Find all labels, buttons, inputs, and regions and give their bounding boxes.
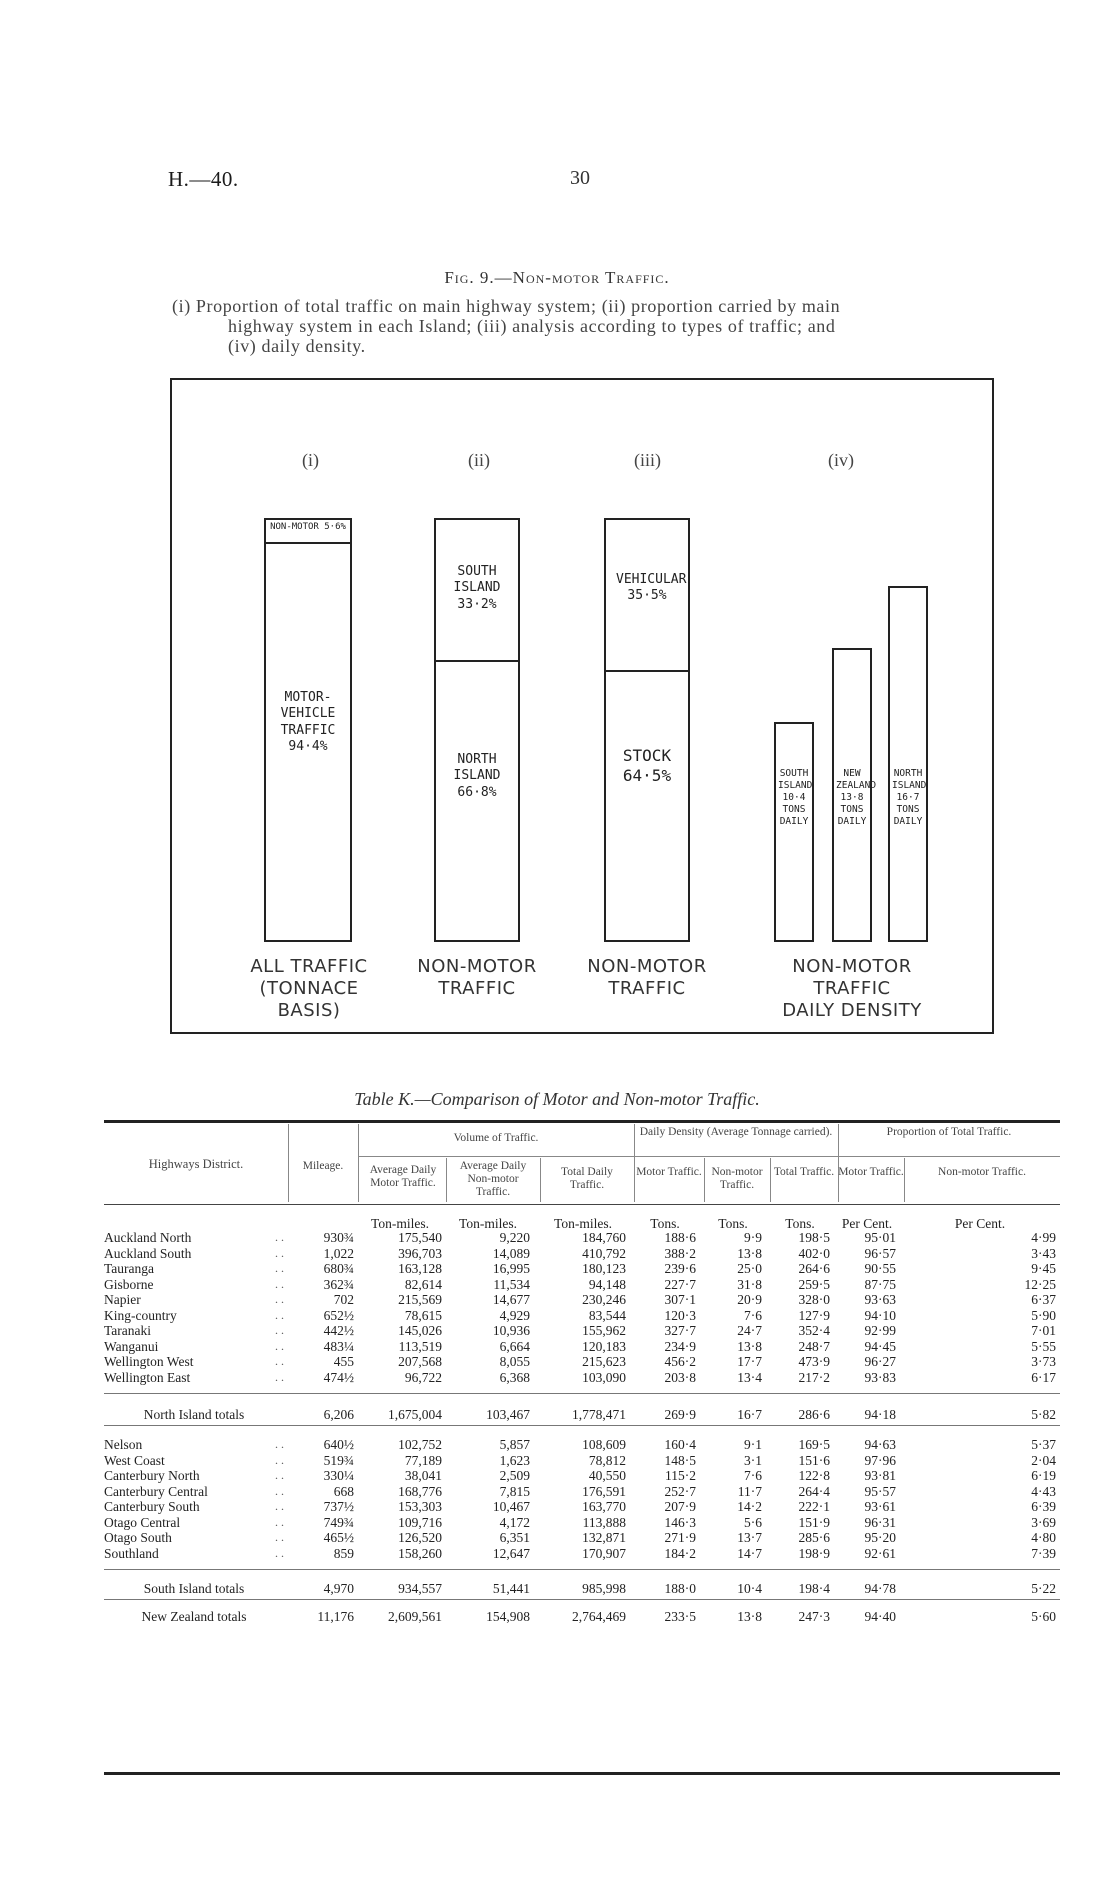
table-cell: 168,776 — [398, 1483, 442, 1499]
table-cell: 5·90 — [1031, 1307, 1056, 1323]
table-cell: 93·83 — [864, 1369, 896, 1385]
table-cell: 17·7 — [737, 1354, 762, 1369]
table-cell: 94·45 — [864, 1338, 896, 1354]
table-cell: 207,568 — [398, 1354, 442, 1369]
total-row-cell: 269·9 — [664, 1407, 696, 1422]
total-row-cell: 16·7 — [737, 1407, 762, 1422]
table-cell: 737½ — [323, 1499, 354, 1514]
table-cell: 90·55 — [864, 1261, 896, 1276]
table-cell: 109,716 — [398, 1514, 442, 1530]
table-cell: 6·17 — [1031, 1369, 1056, 1385]
total-row-cell: 103,467 — [486, 1407, 530, 1422]
table-cell: 859 — [333, 1545, 354, 1561]
leader-dots: . . — [275, 1452, 284, 1467]
table-cell: 9·9 — [744, 1230, 762, 1245]
table-cell: 227·7 — [664, 1276, 696, 1292]
table-cell: 234·9 — [664, 1338, 696, 1354]
caption-line-1: (i) Proportion of total traffic on main highway system; (ii) proportion carried by main — [172, 296, 841, 316]
col-header-avg-nonmotor: Average Daily Non-motor Traffic. — [459, 1160, 527, 1198]
total-row-cell: 5·82 — [1031, 1407, 1056, 1422]
leader-dots: . . — [275, 1261, 284, 1275]
table-cell: 5·37 — [1031, 1437, 1056, 1452]
table-cell: 24·7 — [737, 1323, 762, 1338]
table-cell: 20·9 — [737, 1292, 762, 1307]
table-cell: 78,615 — [404, 1307, 442, 1323]
table-cell: 198·9 — [798, 1545, 830, 1561]
table-cell: 5·55 — [1031, 1338, 1056, 1354]
table-cell: 188·6 — [664, 1230, 696, 1245]
table-cell: 158,260 — [398, 1545, 442, 1561]
table-cell: 217·2 — [798, 1369, 830, 1385]
table-cell: 6,351 — [499, 1530, 530, 1545]
table-cell: 4·80 — [1031, 1530, 1056, 1545]
leader-dots: . . — [275, 1545, 284, 1560]
table-cell: 102,752 — [398, 1437, 442, 1452]
table-cell: 96,722 — [404, 1369, 442, 1385]
figure-title: Fig. 9.—Non-motor Traffic. — [444, 268, 670, 287]
total-row-cell: 1,778,471 — [572, 1407, 626, 1422]
table-cell: 12,647 — [492, 1545, 530, 1561]
col-group-volume: Volume of Traffic. — [453, 1132, 539, 1144]
table-cell: 151·6 — [798, 1452, 830, 1468]
panel-label-ii: (ii) — [468, 450, 490, 470]
total-row-label: South Island totals — [143, 1581, 245, 1596]
table-cell: 95·01 — [864, 1230, 896, 1245]
table-cell: 83,544 — [588, 1307, 626, 1323]
total-row-cell: 188·0 — [664, 1581, 696, 1596]
bar-all-traffic — [264, 518, 352, 942]
table-cell: 94·10 — [864, 1307, 896, 1323]
leader-dots: . . — [275, 1530, 284, 1544]
table-cell: 8,055 — [499, 1354, 530, 1369]
unit-label: Tons. — [718, 1216, 748, 1231]
table-cell: 442½ — [323, 1323, 354, 1338]
table-cell: 396,703 — [398, 1245, 442, 1261]
table-cell: 92·61 — [864, 1545, 896, 1561]
col-header-total: Total Traffic. — [773, 1166, 835, 1178]
table-cell: 668 — [333, 1483, 354, 1499]
table-cell: 82,614 — [404, 1276, 442, 1292]
total-row-label: North Island totals — [143, 1407, 245, 1422]
total-row-cell: 286·6 — [798, 1407, 830, 1422]
caption-line-2: highway system in each Island; (iii) analysis according to types of traffic; and — [228, 316, 836, 336]
table-cell: 328·0 — [798, 1292, 830, 1307]
district-name: Taranaki — [104, 1323, 152, 1338]
table-cell: 77,189 — [404, 1452, 442, 1468]
table-cell: 248·7 — [798, 1338, 830, 1354]
table-cell: 456·2 — [664, 1354, 696, 1369]
district-name: Gisborne — [104, 1276, 154, 1292]
table-cell: 680¾ — [323, 1261, 354, 1276]
table-cell: 160·4 — [664, 1437, 696, 1452]
table-cell: 264·4 — [798, 1483, 830, 1499]
table-cell: 93·81 — [864, 1468, 896, 1483]
table-cell: 271·9 — [664, 1530, 696, 1545]
table-cell: 94,148 — [588, 1276, 626, 1292]
table-cell: 6·19 — [1031, 1468, 1056, 1483]
table-cell: 115·2 — [665, 1468, 696, 1483]
table-cell: 465½ — [323, 1530, 354, 1545]
table-cell: 285·6 — [798, 1530, 830, 1545]
table-cell: 170,907 — [582, 1545, 626, 1561]
table-cell: 327·7 — [664, 1323, 696, 1338]
leader-dots: . . — [275, 1499, 284, 1513]
table-cell: 259·5 — [798, 1276, 830, 1292]
table-cell: 652½ — [323, 1307, 354, 1323]
leader-dots: . . — [275, 1468, 284, 1482]
table-cell: 7·6 — [744, 1307, 762, 1323]
bar-non-motor-islands — [434, 518, 520, 942]
table-cell: 153,303 — [398, 1499, 442, 1514]
bar-density-south-island — [774, 722, 814, 942]
density-label-north-island: NORTH ISLAND 16·7 TONS DAILY — [892, 768, 927, 827]
density-label-new-zealand: NEW ZEALAND 13·8 TONS DAILY — [836, 768, 877, 827]
table-cell: 7·6 — [744, 1468, 762, 1483]
table-cell: 25·0 — [737, 1261, 762, 1276]
table-cell: 930¾ — [323, 1230, 354, 1245]
unit-label: Tons. — [785, 1216, 815, 1231]
total-row-cell: 94·40 — [864, 1609, 896, 1624]
table-cell: 7,815 — [499, 1483, 530, 1499]
leader-dots: . . — [275, 1338, 284, 1353]
district-name: Napier — [104, 1292, 141, 1307]
table-cell: 9,220 — [499, 1230, 530, 1245]
unit-label: Per Cent. — [841, 1216, 893, 1231]
unit-label: Ton-miles. — [554, 1216, 612, 1231]
segment-label-motor-vehicle: MOTOR- VEHICLE TRAFFIC 94·4% — [280, 690, 336, 754]
table-cell: 519¾ — [323, 1452, 354, 1468]
table-cell: 103,090 — [582, 1369, 626, 1385]
table-cell: 78,812 — [588, 1452, 626, 1468]
table-cell: 239·6 — [664, 1261, 696, 1276]
table-cell: 13·7 — [737, 1530, 762, 1545]
total-row-cell: 198·4 — [798, 1581, 830, 1596]
bar-non-motor-types — [604, 518, 690, 942]
table-cell: 3·73 — [1031, 1354, 1056, 1369]
total-row-cell: 233·5 — [664, 1609, 696, 1624]
table-cell: 5·6 — [744, 1514, 762, 1530]
table-cell: 402·0 — [798, 1245, 830, 1261]
table-cell: 252·7 — [664, 1483, 696, 1499]
district-name: Otago South — [104, 1530, 172, 1545]
table-cell: 198·5 — [798, 1230, 830, 1245]
table-cell: 113,888 — [582, 1514, 626, 1530]
table-cell: 14·7 — [737, 1545, 762, 1561]
table-cell: 95·20 — [864, 1530, 896, 1545]
unit-label: Tons. — [650, 1216, 680, 1231]
col-group-proportion: Proportion of Total Traffic. — [886, 1126, 1012, 1138]
total-row-cell: 13·8 — [737, 1609, 762, 1624]
leader-dots: . . — [275, 1276, 284, 1291]
table-cell: 6·37 — [1031, 1292, 1056, 1307]
total-row-label: New Zealand totals — [141, 1609, 247, 1624]
table-cell: 4,172 — [499, 1514, 530, 1530]
table-cell: 352·4 — [798, 1323, 830, 1338]
district-name: Tauranga — [104, 1261, 155, 1276]
table-cell: 6·39 — [1031, 1499, 1056, 1514]
table-cell: 11,534 — [493, 1276, 530, 1292]
table-cell: 11·7 — [737, 1483, 762, 1499]
figure-frame — [170, 378, 994, 1034]
total-row-cell: 154,908 — [486, 1609, 530, 1624]
table-cell: 10,936 — [492, 1323, 530, 1338]
table-cell: 3·1 — [744, 1452, 762, 1468]
table-cell: 13·8 — [737, 1338, 762, 1354]
table-cell: 9·45 — [1031, 1261, 1056, 1276]
table-cell: 6,664 — [499, 1338, 530, 1354]
table-cell: 169·5 — [798, 1437, 830, 1452]
table-cell: 9·1 — [744, 1437, 762, 1452]
table-cell: 31·8 — [737, 1276, 762, 1292]
table-cell: 6,368 — [499, 1369, 530, 1385]
district-name: Otago Central — [104, 1514, 181, 1530]
table-cell: 40,550 — [588, 1468, 626, 1483]
table-cell: 12·25 — [1024, 1276, 1056, 1292]
table-cell: 3·43 — [1031, 1245, 1056, 1261]
table-cell: 163,128 — [398, 1261, 442, 1276]
bar-caption-non-motor-iii: NON-MOTOR TRAFFIC — [587, 956, 707, 999]
leader-dots: . . — [275, 1323, 284, 1337]
table-cell: 215,569 — [398, 1292, 442, 1307]
district-name: West Coast — [104, 1452, 165, 1468]
col-header-mileage: Mileage. — [302, 1160, 344, 1172]
table-cell: 307·1 — [664, 1292, 696, 1307]
col-header-avg-motor: Average Daily Motor Traffic. — [369, 1164, 437, 1189]
unit-label: Ton-miles. — [371, 1216, 429, 1231]
table-cell: 155,962 — [582, 1323, 626, 1338]
page-header-ref: H.—40. — [168, 167, 239, 191]
district-name: Nelson — [104, 1437, 143, 1452]
table-cell: 87·75 — [864, 1276, 896, 1292]
unit-label: Ton-miles. — [459, 1216, 517, 1231]
table-cell: 10,467 — [492, 1499, 530, 1514]
table-cell: 2·04 — [1031, 1452, 1056, 1468]
table-cell: 222·1 — [798, 1499, 830, 1514]
leader-dots: . . — [275, 1483, 284, 1498]
table-cell: 132,871 — [582, 1530, 626, 1545]
bar-density-new-zealand — [832, 648, 877, 942]
district-name: Canterbury North — [104, 1468, 200, 1483]
leader-dots: . . — [275, 1245, 284, 1260]
table-cell: 96·31 — [864, 1514, 896, 1530]
table-cell: 1,623 — [499, 1452, 530, 1468]
table-cell: 148·5 — [664, 1452, 696, 1468]
total-row-cell: 247·3 — [798, 1609, 830, 1624]
table-cell: 1,022 — [323, 1245, 354, 1261]
table-cell: 16,995 — [492, 1261, 530, 1276]
density-label-south-island: SOUTH ISLAND 10·4 TONS DAILY — [778, 768, 813, 827]
table-cell: 4·43 — [1031, 1483, 1056, 1499]
total-row-cell: 4,970 — [323, 1581, 354, 1596]
segment-label-non-motor: NON-MOTOR 5·6% — [270, 522, 346, 532]
total-row-cell: 2,609,561 — [388, 1609, 442, 1624]
table-cell: 215,623 — [582, 1354, 626, 1369]
col-group-density: Daily Density (Average Tonnage carried). — [639, 1126, 833, 1138]
col-header-district: Highways District. — [148, 1157, 244, 1171]
table-cell: 145,026 — [398, 1323, 442, 1338]
total-row-cell: 934,557 — [398, 1581, 442, 1596]
table-cell: 146·3 — [664, 1514, 696, 1530]
leader-dots: . . — [275, 1307, 284, 1322]
table-cell: 207·9 — [664, 1499, 696, 1514]
total-row-cell: 10·4 — [737, 1581, 762, 1596]
leader-dots: . . — [275, 1437, 284, 1451]
table-cell: 180,123 — [582, 1261, 626, 1276]
table-cell: 184,760 — [582, 1230, 626, 1245]
col-header-total-daily: Total Daily Traffic. — [561, 1166, 613, 1191]
table-cell: 4·99 — [1031, 1230, 1056, 1245]
leader-dots: . . — [275, 1514, 284, 1529]
panel-label-iii: (iii) — [634, 450, 661, 470]
table-cell: 122·8 — [798, 1468, 830, 1483]
total-row-cell: 6,206 — [323, 1407, 354, 1422]
bar-density-north-island — [888, 586, 928, 942]
table-cell: 388·2 — [664, 1245, 696, 1261]
total-row-cell: 2,764,469 — [572, 1609, 626, 1624]
district-name: Canterbury South — [104, 1499, 200, 1514]
table-cell: 95·57 — [864, 1483, 896, 1499]
table-cell: 127·9 — [798, 1307, 830, 1323]
segment-label-north-island: NORTH ISLAND 66·8% — [453, 752, 501, 800]
total-row-cell: 94·18 — [864, 1407, 896, 1422]
district-name: Wellington East — [104, 1369, 191, 1385]
panel-label-iv: (iv) — [828, 450, 854, 470]
leader-dots: . . — [275, 1369, 284, 1384]
table-cell: 264·6 — [798, 1261, 830, 1276]
table-cell: 14,089 — [492, 1245, 530, 1261]
table-cell: 151·9 — [798, 1514, 830, 1530]
table-cell: 163,770 — [582, 1499, 626, 1514]
table-cell: 97·96 — [864, 1452, 896, 1468]
page-number: 30 — [570, 167, 590, 189]
table-cell: 13·8 — [737, 1245, 762, 1261]
table-cell: 362¾ — [323, 1276, 354, 1292]
leader-dots: . . — [275, 1354, 284, 1368]
table-cell: 230,246 — [582, 1292, 626, 1307]
table-cell: 94·63 — [864, 1437, 896, 1452]
district-name: Auckland North — [104, 1230, 192, 1245]
table-cell: 113,519 — [398, 1338, 442, 1354]
leader-dots: . . — [275, 1230, 284, 1244]
figure-caption — [172, 296, 1002, 356]
table-cell: 13·4 — [737, 1369, 762, 1385]
bar-caption-all-traffic: ALL TRAFFIC (TONNACE BASIS) — [250, 956, 368, 1021]
col-header-motor: Motor Traffic. — [636, 1166, 702, 1178]
table-cell: 175,540 — [398, 1230, 442, 1245]
leader-dots: . . — [275, 1292, 284, 1306]
total-row-cell: 11,176 — [317, 1609, 354, 1624]
total-row-cell: 5·60 — [1031, 1609, 1056, 1624]
total-row-cell: 51,441 — [492, 1581, 530, 1596]
table-title: Table K.—Comparison of Motor and Non-motor Traffic. — [354, 1089, 760, 1109]
total-row-cell: 94·78 — [864, 1581, 896, 1596]
district-name: Wanganui — [104, 1338, 159, 1354]
table-cell: 474½ — [323, 1369, 354, 1385]
district-name: Auckland South — [104, 1245, 192, 1261]
table-cell: 14·2 — [737, 1499, 762, 1514]
district-name: Southland — [104, 1545, 159, 1561]
table-cell: 120,183 — [582, 1338, 626, 1354]
table-cell: 96·27 — [864, 1354, 896, 1369]
table-cell: 92·99 — [864, 1323, 896, 1338]
table-cell: 93·63 — [864, 1292, 896, 1307]
table-cell: 176,591 — [582, 1483, 626, 1499]
table-cell: 7·01 — [1031, 1323, 1056, 1338]
table-cell: 4,929 — [499, 1307, 530, 1323]
table-cell: 473·9 — [798, 1354, 830, 1369]
panel-label-i: (i) — [302, 450, 319, 470]
table-cell: 38,041 — [404, 1468, 442, 1483]
col-header-prop-nonmotor: Non-motor Traffic. — [938, 1166, 1026, 1178]
table-cell: 7·39 — [1031, 1545, 1056, 1561]
segment-label-stock: STOCK 64·5% — [622, 746, 672, 785]
table-cell: 126,520 — [398, 1530, 442, 1545]
table-cell: 2,509 — [499, 1468, 530, 1483]
table-cell: 120·3 — [664, 1307, 696, 1323]
col-header-prop-motor: Motor Traffic. — [838, 1166, 904, 1178]
total-row-cell: 1,675,004 — [388, 1407, 442, 1422]
segment-label-south-island: SOUTH ISLAND 33·2% — [453, 564, 501, 612]
table-cell: 96·57 — [864, 1245, 896, 1261]
unit-label: Per Cent. — [954, 1216, 1006, 1231]
table-cell: 184·2 — [664, 1545, 696, 1561]
table-cell: 749¾ — [323, 1514, 354, 1530]
total-row-cell: 985,998 — [582, 1581, 626, 1596]
table-cell: 108,609 — [582, 1437, 626, 1452]
comparison-table — [104, 1120, 1060, 1776]
table-cell: 410,792 — [582, 1245, 626, 1261]
table-cell: 455 — [333, 1354, 354, 1369]
table-cell: 14,677 — [492, 1292, 530, 1307]
table-cell: 330¼ — [323, 1468, 354, 1483]
district-name: Wellington West — [104, 1354, 194, 1369]
caption-line-3: (iv) daily density. — [228, 336, 366, 356]
table-cell: 702 — [333, 1292, 354, 1307]
table-cell: 93·61 — [864, 1499, 896, 1514]
table-cell: 3·69 — [1031, 1514, 1056, 1530]
table-cell: 640½ — [323, 1437, 354, 1452]
total-row-cell: 5·22 — [1031, 1581, 1056, 1596]
district-name: King-country — [104, 1307, 177, 1323]
table-cell: 483¼ — [323, 1338, 354, 1354]
col-header-nonmotor: Non-motor Traffic. — [711, 1166, 763, 1191]
table-cell: 5,857 — [499, 1437, 530, 1452]
bar-caption-non-motor-ii: NON-MOTOR TRAFFIC — [417, 956, 537, 999]
bar-caption-daily-density: NON-MOTOR TRAFFIC DAILY DENSITY — [782, 956, 922, 1021]
segment-label-vehicular: VEHICULAR 35·5% — [616, 572, 687, 604]
district-name: Canterbury Central — [104, 1483, 208, 1499]
table-cell: 203·8 — [664, 1369, 696, 1385]
